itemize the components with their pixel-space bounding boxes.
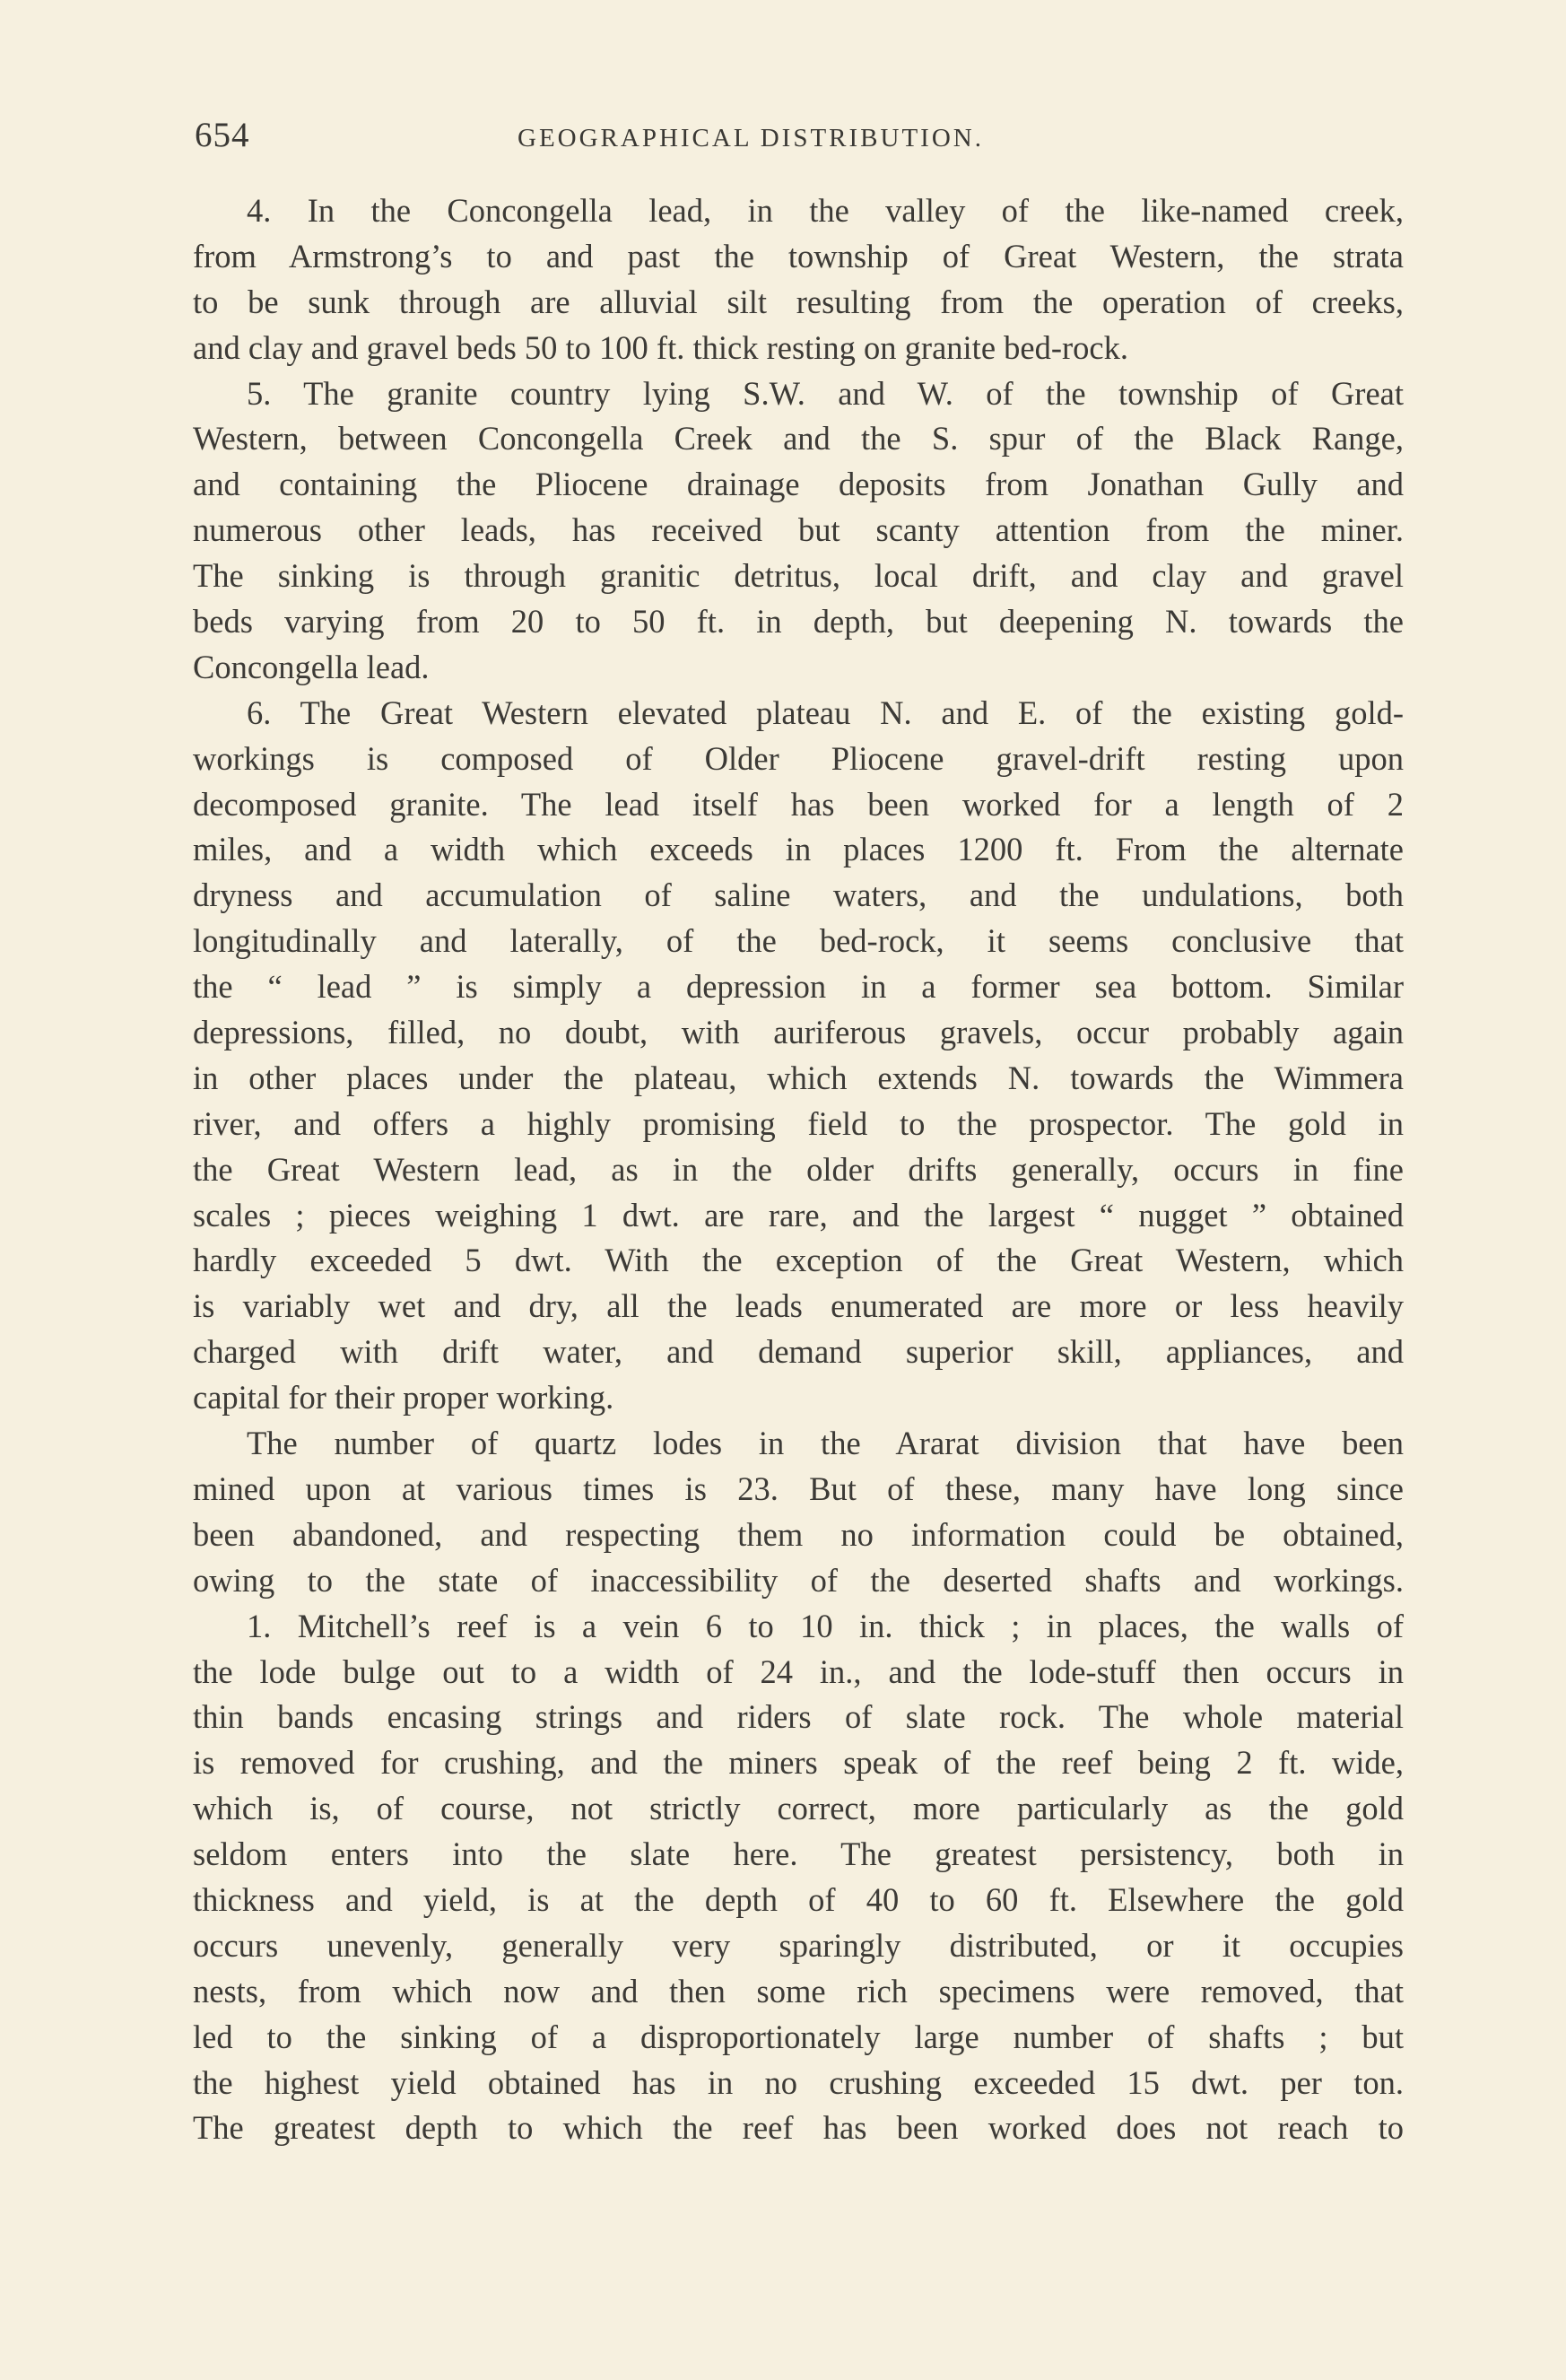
text-line: capital for their proper working. — [193, 1379, 614, 1417]
text-line: Concongella lead. — [193, 648, 430, 685]
text-line: 5. The granite country lying S.W. and W. of the township of Great — [247, 374, 1404, 412]
text-line: The number of quartz lodes in the Ararat division that have been — [247, 1425, 1404, 1462]
text-line: been abandoned, and respecting them no information could be obtained, — [193, 1515, 1404, 1553]
text-line: charged with drift water, and demand superior skill, appliances, and — [193, 1333, 1404, 1371]
text-line: 6. The Great Western elevated plateau N. and E. of the existing gold- — [247, 693, 1404, 731]
text-line: miles, and a width which exceeds in places 1200 ft. From the alternate — [193, 831, 1404, 868]
text-line: and containing the Pliocene drainage deposits from Jonathan Gully and — [193, 466, 1404, 503]
text-line: thickness and yield, is at the depth of 40 to 60 ft. Elsewhere the gold — [193, 1880, 1404, 1918]
text-line: mined upon at various times is 23. But of these, many have long since — [193, 1469, 1404, 1507]
text-line: 1. Mitchell’s reef is a vein 6 to 10 in. thick ; in places, the walls of — [247, 1607, 1404, 1644]
text-line: the highest yield obtained has in no crushing exceeded 15 dwt. per ton. — [193, 2063, 1404, 2101]
text-line: which is, of course, not strictly correct, more particularly as the gold — [193, 1790, 1404, 1827]
text-line: the Great Western lead, as in the older drifts generally, occurs in fine — [193, 1150, 1404, 1188]
text-line: decomposed granite. The lead itself has been worked for a length of 2 — [193, 785, 1404, 823]
text-line: led to the sinking of a disproportionately large number of shafts ; but — [193, 2018, 1404, 2055]
text-line: numerous other leads, has received but scanty attention from the miner. — [193, 511, 1404, 549]
text-line: The sinking is through granitic detritus, local drift, and clay and gravel — [193, 557, 1404, 595]
page-header — [195, 115, 1405, 169]
text-line: is variably wet and dry, all the leads enumerated are more or less heavily — [193, 1287, 1404, 1325]
text-line: longitudinally and laterally, of the bed-rock, it seems conclusive that — [193, 922, 1404, 960]
text-line: nests, from which now and then some rich specimens were removed, that — [193, 1972, 1404, 2009]
text-line: and clay and gravel beds 50 to 100 ft. thick resting on granite bed-rock. — [193, 328, 1128, 366]
text-line: dryness and accumulation of saline waters, and the undulations, both — [193, 876, 1404, 914]
body-text — [193, 188, 1404, 2151]
text-line: river, and offers a highly promising field to the prospector. The gold in — [193, 1104, 1404, 1142]
text-line: the lode bulge out to a width of 24 in., and the lode-stuff then occurs in — [193, 1652, 1404, 1690]
text-line: hardly exceeded 5 dwt. With the exception of the Great Western, which — [193, 1242, 1404, 1279]
text-line: thin bands encasing strings and riders of slate rock. The whole material — [193, 1698, 1404, 1736]
text-line: 4. In the Concongella lead, in the valley of the like-named creek, — [247, 192, 1404, 229]
text-line: in other places under the plateau, which extends N. towards the Wimmera — [193, 1059, 1404, 1096]
page-number: 654 — [195, 116, 250, 154]
text-line: owing to the state of inaccessibility of the deserted shafts and workings. — [193, 1561, 1404, 1599]
text-line: beds varying from 20 to 50 ft. in depth, but deepening N. towards the — [193, 603, 1404, 641]
running-head: GEOGRAPHICAL DISTRIBUTION. — [518, 124, 984, 153]
text-line: seldom enters into the slate here. The greatest persistency, both in — [193, 1835, 1404, 1873]
text-line: scales ; pieces weighing 1 dwt. are rare, and the largest “ nugget ” obtained — [193, 1196, 1404, 1234]
text-line: to be sunk through are alluvial silt resulting from the operation of creeks, — [193, 283, 1404, 320]
text-line: occurs unevenly, generally very sparingly distributed, or it occupies — [193, 1926, 1404, 1964]
text-line: is removed for crushing, and the miners speak of the reef being 2 ft. wide, — [193, 1744, 1404, 1782]
text-line: Western, between Concongella Creek and the S. spur of the Black Range, — [193, 420, 1404, 458]
text-line: the “ lead ” is simply a depression in a former sea bottom. Similar — [193, 968, 1404, 1006]
text-line: from Armstrong’s to and past the township of Great Western, the strata — [193, 237, 1404, 275]
text-line: The greatest depth to which the reef has been worked does not reach to — [193, 2109, 1404, 2147]
text-line: depressions, filled, no doubt, with auriferous gravels, occur probably again — [193, 1014, 1404, 1051]
text-line: workings is composed of Older Pliocene gravel-drift resting upon — [193, 739, 1404, 777]
